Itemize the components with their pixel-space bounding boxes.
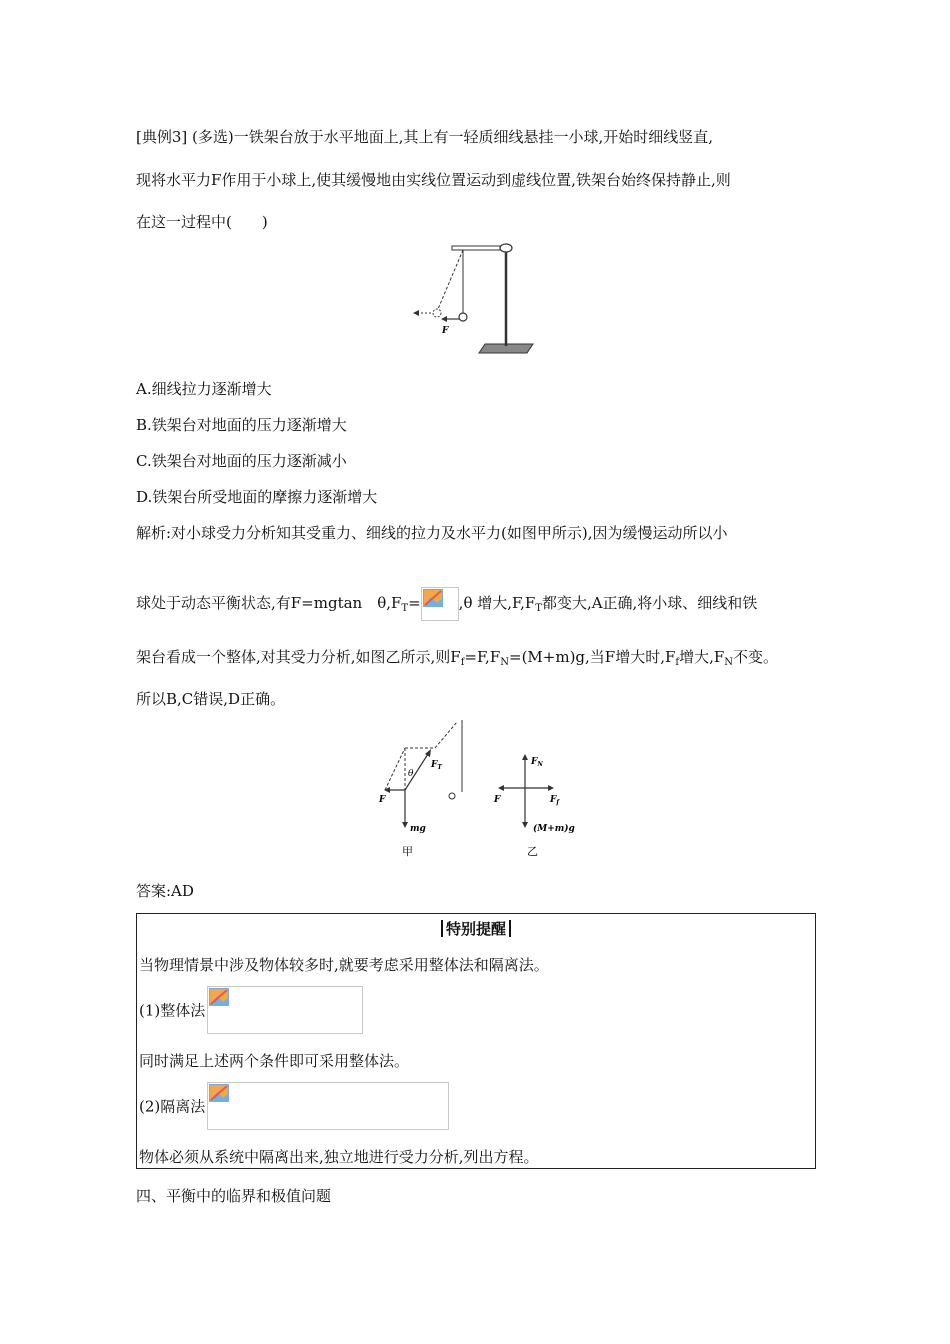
option-d: D.铁架台所受地面的摩擦力逐渐增大 bbox=[136, 488, 378, 506]
broken-image-isolation-method bbox=[207, 1082, 449, 1130]
broken-image-icon bbox=[209, 988, 229, 1006]
question-line-2: 现将水平力F作用于小球上,使其缓慢地由实线位置运动到虚线位置,铁架台始终保持静止,则 bbox=[136, 171, 731, 189]
tip-box bbox=[136, 913, 816, 1169]
stand-arm bbox=[452, 246, 506, 250]
force-label: F bbox=[442, 326, 449, 336]
broken-image-icon bbox=[423, 589, 443, 607]
analysis-line-3: 架台看成一个整体,对其受力分析,如图乙所示,则$F_f=F,F_N=(M+m)g$,当F增大时$,F_f$增大$,F_N$不变。 bbox=[136, 648, 779, 668]
yi-fn-label: $F_N$ bbox=[531, 757, 543, 768]
broken-image-icon bbox=[209, 1084, 229, 1102]
tip-box-title: 特别提醒 bbox=[137, 918, 815, 939]
broken-image-formula bbox=[421, 587, 459, 621]
tip-item-1: (1)整体法 bbox=[139, 986, 363, 1034]
jia-caption: 甲 bbox=[402, 845, 413, 858]
jia-f-label: F bbox=[379, 795, 386, 805]
yi-f-label: F bbox=[494, 795, 501, 805]
analysis-line-2: 球处于动态平衡状态,有F=mgtan $\theta,F_T=$ ,θ 增大$,F,F_T$都变大,A正确,将小球、细线和铁 bbox=[136, 587, 757, 621]
tip-item-2: (2)隔离法 bbox=[139, 1082, 449, 1130]
diagram-jia bbox=[378, 720, 462, 858]
jia-mg-label: mg bbox=[410, 824, 426, 834]
yi-ff-label: $F_f$ bbox=[550, 795, 559, 806]
tip-line-1: 当物理情景中涉及物体较多时,就要考虑采用整体法和隔离法。 bbox=[139, 956, 549, 974]
tip-line-3: 物体必须从系统中隔离出来,独立地进行受力分析,列出方程。 bbox=[139, 1148, 539, 1166]
ball-dashed bbox=[433, 309, 441, 317]
diagram-yi bbox=[493, 754, 575, 858]
jia-ft-label: $F_T$ bbox=[431, 760, 442, 771]
analysis-line-1: 解析:对小球受力分析知其受重力、细线的拉力及水平力(如图甲所示),因为缓慢运动所以小 bbox=[136, 524, 728, 542]
dashed-arrow-head bbox=[413, 310, 419, 316]
yi-weight-label: (M+m)g bbox=[533, 824, 575, 834]
tip-line-2: 同时满足上述两个条件即可采用整体法。 bbox=[139, 1052, 410, 1070]
option-b: B.铁架台对地面的压力逐渐增大 bbox=[136, 416, 347, 434]
iron-stand-figure bbox=[405, 238, 535, 360]
answer: 答案:AD bbox=[136, 882, 194, 900]
jia-ball bbox=[449, 793, 455, 799]
force-diagrams-figure bbox=[370, 712, 590, 862]
stand-clamp bbox=[500, 244, 512, 252]
yi-caption: 乙 bbox=[527, 845, 538, 858]
broken-image-whole-method bbox=[207, 986, 363, 1034]
force-arrow-head bbox=[441, 316, 447, 322]
analysis-line-4: 所以B,C错误,D正确。 bbox=[136, 690, 286, 708]
jia-theta-label: θ bbox=[408, 769, 414, 779]
ball-solid bbox=[459, 313, 467, 321]
option-c: C.铁架台对地面的压力逐渐减小 bbox=[136, 452, 347, 470]
option-a: A.细线拉力逐渐增大 bbox=[136, 380, 272, 398]
question-line-3: 在这一过程中( ) bbox=[136, 213, 268, 231]
section-heading: 四、平衡中的临界和极值问题 bbox=[136, 1187, 332, 1205]
string-dashed bbox=[438, 250, 463, 309]
question-line-1: [典例3] (多选)一铁架台放于水平地面上,其上有一轻质细线悬挂一小球,开始时细线竖直, bbox=[136, 128, 714, 146]
